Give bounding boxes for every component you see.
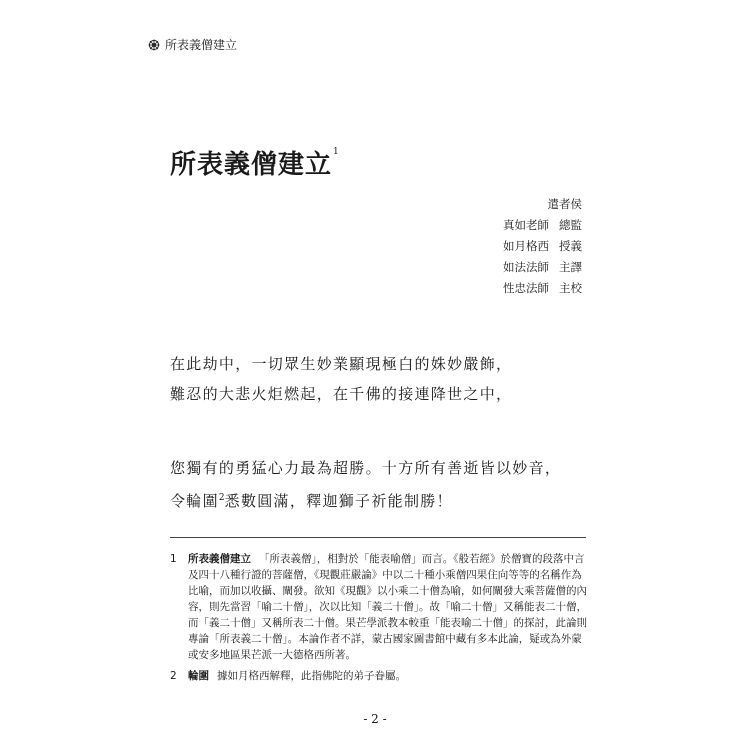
credit-name: 真如老師: [503, 218, 549, 232]
footnote-term: 輪圍: [188, 670, 209, 682]
footnote-body: [188, 551, 588, 663]
credit-role: 總監: [559, 218, 582, 232]
credit-row: [503, 215, 582, 236]
verse-text: 悉數圓滿，釋迦獅子祈能制勝！: [224, 492, 453, 510]
credit-row: [503, 257, 582, 278]
footnote-body: [188, 668, 588, 684]
verse-text: 令輪圍: [170, 492, 219, 510]
credit-row: [503, 236, 582, 257]
footnote: [170, 668, 588, 684]
header-title: 所表義僧建立: [165, 38, 238, 52]
verse-line: 難忍的大悲火炬燃起，在千佛的接連降世之中，: [170, 385, 513, 403]
dharma-wheel-icon: [148, 39, 160, 51]
verse-stanza: [170, 453, 561, 516]
footnote-divider: [170, 537, 586, 538]
credit-name: 遣者侯: [547, 197, 582, 211]
verse-line: 您獨有的勇猛心力最為超勝。十方所有善逝皆以妙音，: [170, 459, 562, 477]
footnote-number: 1: [170, 553, 177, 565]
credits-block: [503, 194, 582, 299]
credit-row: [503, 278, 582, 299]
page-number: - 2 -: [363, 712, 387, 726]
credit-role: 主校: [559, 281, 582, 295]
footnote-number: 2: [170, 670, 177, 682]
running-header: [148, 36, 237, 53]
credit-name: 如月格西: [503, 239, 549, 253]
credit-name: 性忠法師: [503, 281, 549, 295]
chapter-title: [170, 144, 340, 181]
footnote-text: 據如月格西解釋，此指佛陀的弟子眷屬。: [217, 670, 406, 682]
verse-line: 在此劫中，一切眾生妙業顯現極白的姝妙嚴飾，: [170, 355, 513, 373]
credit-role: 授義: [559, 239, 582, 253]
verse-stanza: [170, 349, 512, 409]
credit-role: 主譯: [559, 260, 582, 274]
verse-line: [170, 483, 561, 516]
credit-row: [503, 194, 582, 215]
footnote-term: 所表義僧建立: [188, 553, 251, 565]
chapter-title-text: 所表義僧建立: [170, 150, 333, 180]
footnote: [170, 551, 588, 663]
credit-name: 如法法師: [503, 260, 549, 274]
footnote-marker: 1: [333, 147, 340, 157]
footnote-text: 「所表義僧」，相對於「能表喻僧」而言。《般若經》於僧寶的段落中言及四十八種行證的菩薩僧，《現觀莊嚴論》中以二十種小乘僧四果住向等等的名稱作為比喻，而加以收攝、闡發。欲知《現觀》以小乘二十僧為喻，如何闡發大乘菩薩僧的內容，則先當習「喻二十僧」，次以比知「義二十僧」。故「喻二十僧」又稱能表二十僧，而「義二十僧」又稱所表二十僧。果芒學派教本較重「能表喻二十僧」的探討，此論則專論「所表義二十僧」。本論作者不詳，蒙古國家圖書館中藏有多本此論，疑或為外蒙或安多地區果芒派一大德格西所著。: [188, 553, 587, 661]
footnote-marker: 2: [218, 493, 225, 503]
